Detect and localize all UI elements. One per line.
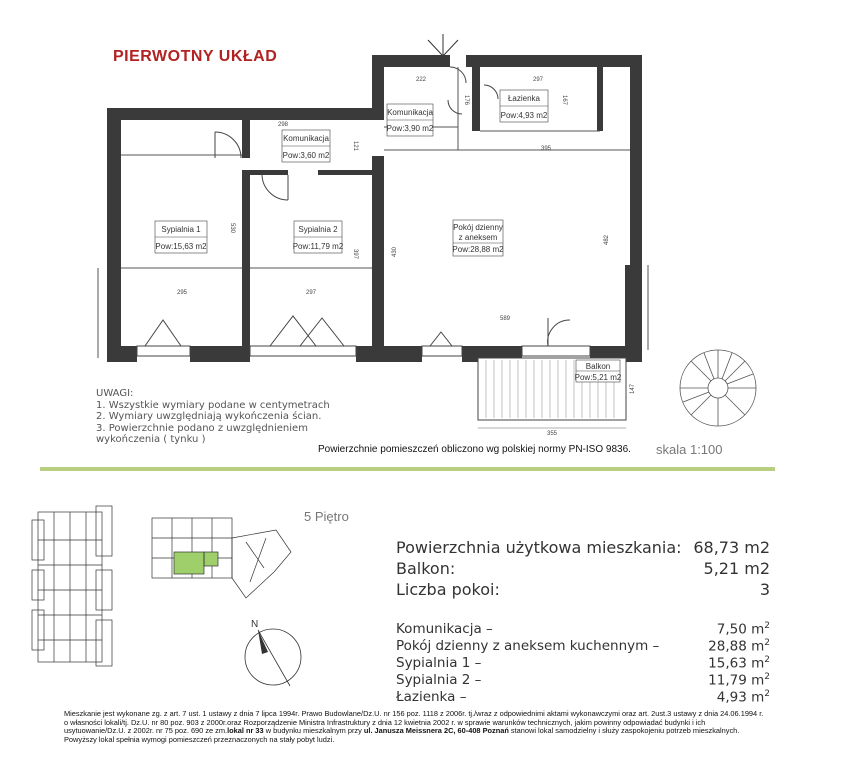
- svg-text:Pow:5,21 m2: Pow:5,21 m2: [574, 373, 622, 382]
- dim-label: 482: [604, 234, 610, 246]
- dim-label: 355: [546, 431, 558, 437]
- room-list-label: Sypialnia 2 –: [396, 672, 482, 688]
- dim-label: 589: [499, 316, 511, 322]
- staircase-icon: [680, 350, 756, 426]
- dim-label: 397: [352, 248, 358, 260]
- summary-value: 68,73 m2: [693, 538, 770, 557]
- dim-label: 222: [415, 77, 427, 83]
- notes-line: 2. Wymiary uwzględniają wykończenia ścian.: [96, 411, 322, 422]
- dim-label: 121: [352, 140, 358, 152]
- dim-label: 298: [277, 122, 289, 128]
- svg-text:Sypialnia 1: Sypialnia 1: [161, 225, 201, 234]
- room-sypialnia-1: [155, 221, 207, 253]
- room-list-value: 4,93 $m^2$: [716, 689, 770, 706]
- room-lazienka: [500, 90, 548, 122]
- svg-text:Pow:11,79 m2: Pow:11,79 m2: [292, 242, 344, 251]
- dim-label: 295: [176, 290, 188, 296]
- room-list-label: Pokój dzienny z aneksem kuchennym –: [396, 638, 660, 654]
- svg-text:Łazienka: Łazienka: [507, 94, 541, 103]
- notes-line: 3. Powierzchnie podano z uwzględnieniem: [96, 422, 308, 434]
- room-list-label: Komunikacja –: [396, 621, 493, 637]
- page-title: PIERWOTNY UKŁAD: [113, 48, 278, 65]
- compass-icon: [238, 612, 318, 692]
- notes-line: 1. Wszystkie wymiary podane w centymetrach: [96, 399, 330, 411]
- dim-label: 297: [305, 290, 317, 296]
- norm-note: Powierzchnie pomieszczeń obliczono wg polskiej normy PN-ISO 9836.: [318, 444, 631, 455]
- svg-text:Komunikacja: Komunikacja: [283, 134, 329, 143]
- summary-label: Liczba pokoi:: [396, 580, 500, 599]
- divider-line: [40, 467, 775, 471]
- svg-text:Pow:3,60 m2: Pow:3,60 m2: [282, 151, 330, 160]
- highlighted-apartment: [174, 552, 204, 574]
- svg-text:Komunikacja: Komunikacja: [387, 108, 433, 117]
- svg-text:Pow:3,90 m2: Pow:3,90 m2: [386, 124, 434, 133]
- dim-label: 176: [463, 94, 469, 106]
- dim-label: 297: [532, 77, 544, 83]
- summary-label: Balkon:: [396, 559, 456, 578]
- room-pokoj-dzienny: [452, 220, 504, 256]
- notes: [96, 388, 330, 446]
- building-key-plan-1: [28, 500, 118, 680]
- room-sypialnia-2: [293, 221, 344, 253]
- svg-text:Pokój dzienny: Pokój dzienny: [453, 223, 503, 232]
- room-list-value: 7,50 $m^2$: [716, 621, 770, 638]
- svg-text:Pow:15,63 m2: Pow:15,63 m2: [155, 242, 207, 251]
- svg-text:N: N: [251, 619, 259, 630]
- room-list-value: 28,88 $m^2$: [708, 638, 770, 655]
- notes-line: UWAGI:: [96, 388, 134, 399]
- svg-text:Balkon: Balkon: [585, 362, 611, 371]
- room-list-label: Sypialnia 1 –: [396, 655, 482, 671]
- dim-label: 395: [540, 146, 552, 152]
- room-list-value: 11,79 $m^2$: [708, 672, 770, 689]
- room-list-label: Łazienka –: [396, 689, 467, 705]
- notes-line: wykończenia ( tynku ): [96, 434, 206, 445]
- dim-label: 530: [229, 222, 235, 234]
- summary-label: Powierzchnia użytkowa mieszkania:: [396, 538, 682, 557]
- dim-label: 167: [561, 94, 567, 106]
- room-balkon: [575, 360, 622, 382]
- doors: [215, 67, 498, 200]
- room-komunikacja-1: [387, 104, 434, 136]
- svg-text:Pow:4,93 m2: Pow:4,93 m2: [500, 111, 548, 120]
- dim-label: 147: [630, 383, 636, 395]
- svg-text:Sypialnia 2: Sypialnia 2: [298, 225, 338, 234]
- floor-label: 5 Piętro: [304, 509, 349, 524]
- room-komunikacja-2: [282, 130, 330, 162]
- scale-label: skala 1:100: [656, 442, 723, 457]
- summary-value: 3: [759, 580, 770, 599]
- entrance-arrow-icon: [428, 34, 458, 56]
- summary-value: 5,21 m2: [703, 559, 770, 578]
- svg-text:z aneksem: z aneksem: [458, 233, 498, 242]
- svg-text:Pow:28,88 m2: Pow:28,88 m2: [452, 245, 504, 254]
- room-list-value: 15,63 $m^2$: [708, 655, 770, 672]
- legal-note: Mieszkanie jest wykonane zg. z art. 7 ust. 1 ustawy z dnia 7 lipca 1994r. Prawo Budowlane/Dz.U. nr 156 poz. 1118 z 2006r. tj./wraz z odpowiednimi aktami wykonawczymi oraz art. 2ust.3 ustawy z dnia 24.06.1994 r. o własności lokali/tj. Dz.U. nr 80 poz. 903 z 2000r.oraz Rozporządzenie Ministra Infrastruktury z dnia 12 kwietnia 2002 r. w sprawie warunków technicznych, jakim powinny odpowiadać budynki i ich usytuowanie/Dz.U. z 2002r. nr 75 poz. 690 ze zm.lokal nr 33 w budynku mieszkalnym przy ul. Janusza Meissnera 2C, 60-408 Poznań stanowi lokal samodzielny i służy zaspokojeniu potrzeb mieszkalnych. Powyższy lokal spełnia wymogi pomieszczeń przeznaczonych na stały pobyt ludzi.: [64, 709, 764, 744]
- building-key-plan-2: [146, 512, 296, 612]
- dim-label: 430: [392, 246, 398, 258]
